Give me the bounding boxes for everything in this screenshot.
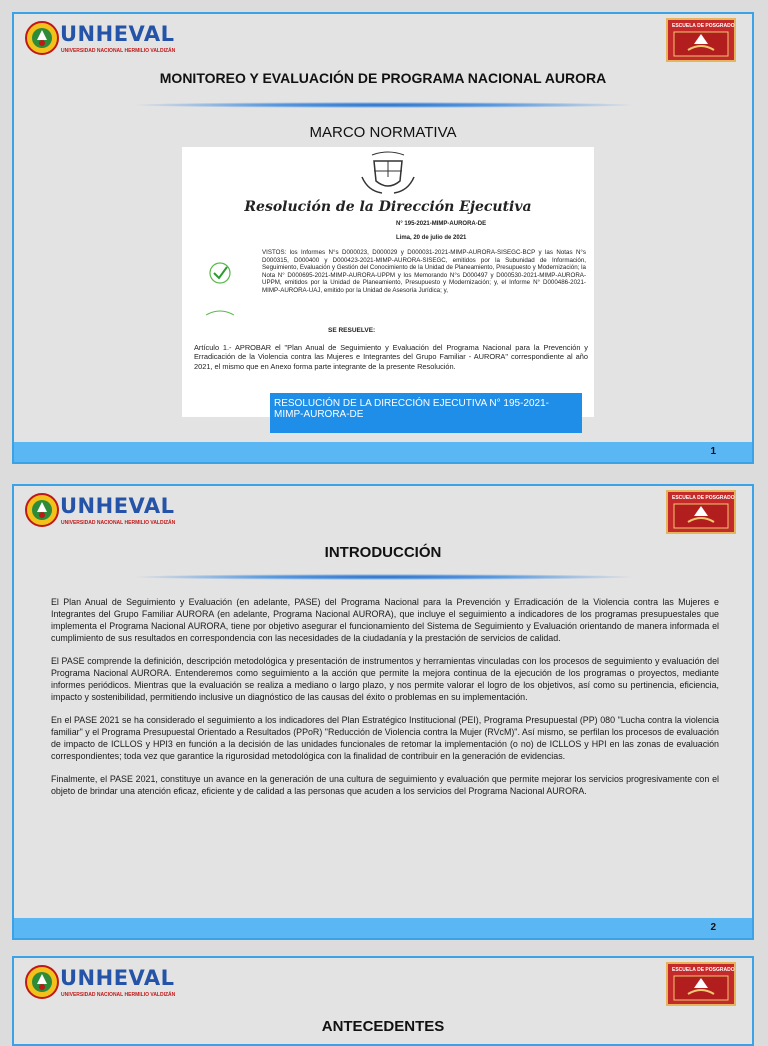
slide-title: MONITOREO Y EVALUACIÓN DE PROGRAMA NACIONAL AURORA <box>159 70 607 86</box>
brand-name: UNHEVAL <box>60 22 175 46</box>
title-divider <box>134 574 634 580</box>
intro-paragraph-3: En el PASE 2021 se ha considerado el seguimiento a los indicadores del Plan Estratégico Institucional (PEI), Programa Presupuestal (PP) 080 "Lucha contra la violencia familiar" y el Programa Presupuestal Orientado a Resultados (PPoR) "Reducción de Violencia contra la Mujer (RVcM)". Así mismo, se perfilan los procesos de evaluación de impacto de ICLLOS y HPI3 en función a la decisión de las unidades funcionales de retomar la implementación (o no) de ICLLOS y HPI en las zonas de evaluación correspondientes; toda vez que garantice la rigurosidad metodológica con la finalidad de contribuir en la generación de evidencias. <box>51 715 719 761</box>
unheval-logo <box>24 492 194 532</box>
badge-text: ESCUELA DE POSGRADO <box>672 495 735 501</box>
unheval-logo <box>24 964 194 1004</box>
resolution-title: Resolución de la Dirección Ejecutiva <box>244 199 532 215</box>
resolution-se-resuelve: SE RESUELVE: <box>328 327 376 334</box>
resolution-caption-label: RESOLUCIÓN DE LA DIRECCIÓN EJECUTIVA N° 195-2021-MIMP-AURORA-DE <box>270 393 582 433</box>
badge-text: ESCUELA DE POSGRADO <box>672 967 735 973</box>
unheval-logo <box>24 20 194 60</box>
slide-title: ANTECEDENTES <box>321 1018 445 1035</box>
section-subtitle: MARCO NORMATIVA <box>309 124 457 141</box>
intro-paragraph-4: Finalmente, el PASE 2021, constituye un avance en la generación de una cultura de seguimiento y evaluación que permite mejorar los servicios progresivamente con el objeto de brindar una atención eficaz, eficiente y de calidad a las personas que acuden a los servicios del Programa Nacional AURORA. <box>51 774 719 796</box>
slide-1 <box>12 12 754 464</box>
digital-signature-stamp-icon <box>206 263 234 315</box>
peru-coat-of-arms-icon <box>362 152 414 193</box>
university-emblem-icon <box>24 964 60 1000</box>
brand-subtitle: UNIVERSIDAD NACIONAL HERMILIO VALDIZÁN <box>61 520 176 526</box>
resolution-number: N° 195-2021-MIMP-AURORA-DE <box>396 221 487 227</box>
slide-title: INTRODUCCIÓN <box>324 544 442 561</box>
title-divider <box>134 102 634 108</box>
brand-subtitle: UNIVERSIDAD NACIONAL HERMILIO VALDIZÁN <box>61 992 176 998</box>
slide-footer <box>14 918 752 938</box>
posgrado-badge <box>666 962 736 1006</box>
slide-3 <box>12 956 754 1046</box>
resolution-document-image <box>182 147 594 417</box>
page-number: 2 <box>710 922 716 933</box>
intro-paragraph-1: El Plan Anual de Seguimiento y Evaluación (en adelante, PASE) del Programa Nacional para la Prevención y Erradicación de la Violencia contra las Mujeres e Integrantes del Grupo Familiar AURORA (en adelante, Programa Nacional AURORA), que incluye el seguimiento a indicadores de los programas presupuestales que implementa el Programa Nacional AURORA, tiene por objetivo asegurar el funcionamiento del Sistema de Seguimiento y Evaluación orientando de manera informada el cumplimiento de sus resultados en correspondencia con las necesidades de la ciudadanía y la prestación de servicios de calidad. <box>51 597 719 643</box>
resolution-date: Lima, 20 de julio de 2021 <box>396 235 467 241</box>
posgrado-badge <box>666 490 736 534</box>
resolution-articulo: Artículo 1.- APROBAR el "Plan Anual de Seguimiento y Evaluación del Programa Nacional para la Prevención y Erradicación de la Violencia contra las Mujeres e Integrantes del Grupo Familiar - AURORA" correspondiente al año 2021, el mismo que en Anexo forma parte integrante de la presente Resolución. <box>194 343 588 371</box>
slide-footer <box>14 442 752 462</box>
brand-name: UNHEVAL <box>60 966 175 990</box>
slide-2 <box>12 484 754 940</box>
introduction-body <box>51 596 719 808</box>
intro-paragraph-2: El PASE comprende la definición, descripción metodológica y presentación de instrumentos y herramientas vinculadas con los procesos de seguimiento y evaluación del Programa Nacional AURORA. Entenderemos como seguimiento a la acción que permite la mejora continua de la ejecución de los programas o proyectos, mediante informes periódicos. Mientras que la evaluación se realiza a mediano o largo plazo, y nos permite valorar el logro de los objetivos, así como su pertinencia, eficiencia, impacto y sostenibilidad, permitiendo inclusive un diagnóstico de las causas del éxito o problemas en su implementación. <box>51 656 719 702</box>
resolution-vistos: VISTOS: los Informes N°s D000023, D000029 y D000031-2021-MIMP-AURORA-SISEGC-BCP y las Notas N°s D000315, D000400 y D000423-2021-MIMP-AURORA-SISEGC, emitidos por la Subunidad de Información, Seguimiento, Evaluación y Gestión del Conocimiento de la Unidad de Planeamiento, Presupuesto y Modernización; la Nota N° D000695-2021-MIMP-AURORA-UPPM y los Memorando N°s D000497 y D000530-2021-MIMP-AURORA-UPPM, emitidos por la Unidad de Planeamiento, Presupuesto y Modernización; y, el Informe N° D000486-2021-MIMP-AURORA-UAJ, emitido por la Unidad de Asesoría Jurídica; y, <box>262 249 586 294</box>
page-number: 1 <box>710 446 716 457</box>
brand-subtitle: UNIVERSIDAD NACIONAL HERMILIO VALDIZÁN <box>61 48 176 54</box>
brand-name: UNHEVAL <box>60 494 175 518</box>
university-emblem-icon <box>24 492 60 528</box>
posgrado-badge <box>666 18 736 62</box>
badge-text: ESCUELA DE POSGRADO <box>672 23 735 29</box>
university-emblem-icon <box>24 20 60 56</box>
